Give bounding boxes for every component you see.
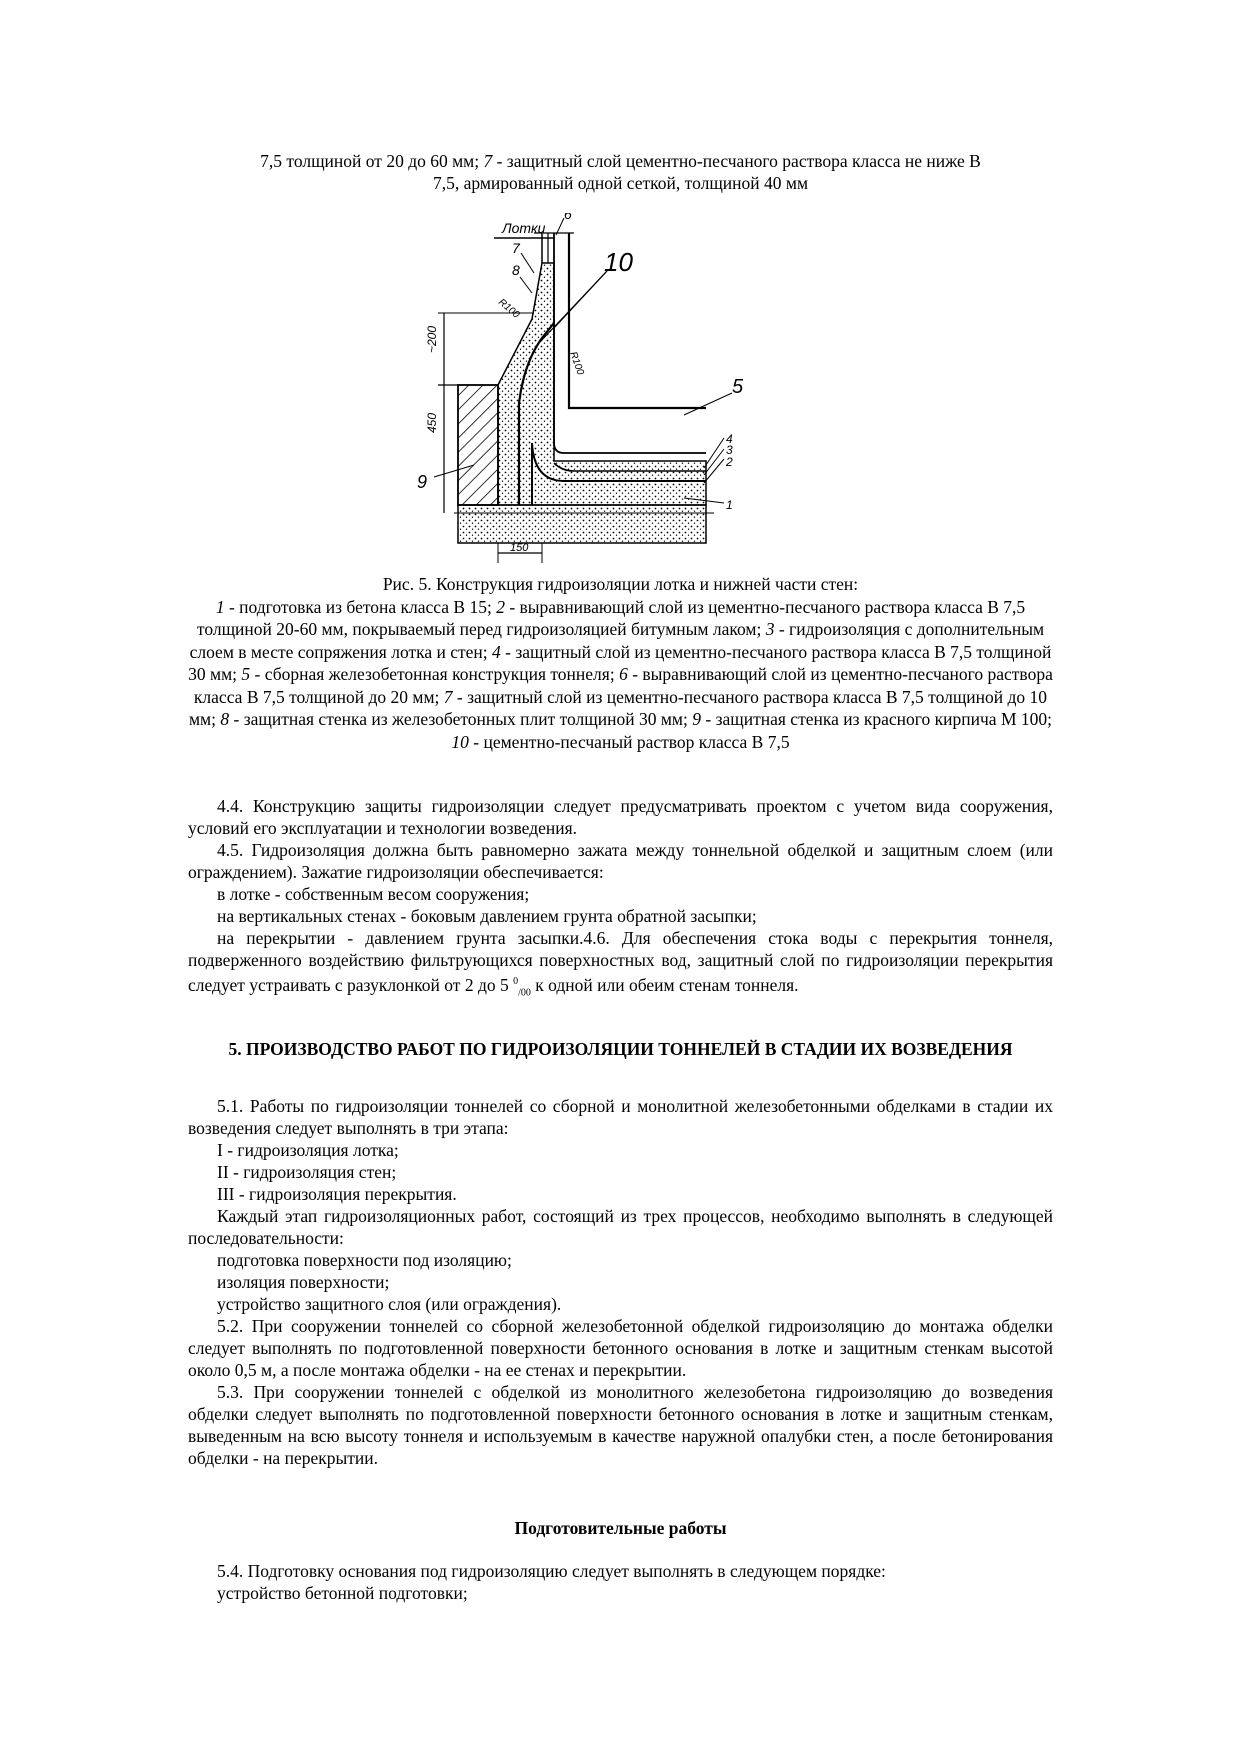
list-item: в лотке - собственным весом сооружения; [217, 884, 530, 904]
item-number: 3 [765, 619, 775, 639]
label-1: 1 [726, 498, 733, 512]
section-5-heading: 5. ПРОИЗВОДСТВО РАБОТ ПО ГИДРОИЗОЛЯЦИИ ТОННЕЛЕЙ В СТАДИИ ИХ ВОЗВЕДЕНИЯ [228, 1039, 1013, 1059]
layer-1-concrete-prep [458, 505, 706, 543]
layer-9-brick-wall [458, 385, 498, 505]
caption-legend [188, 596, 1053, 754]
list-item: устройство бетонной подготовки; [217, 1583, 468, 1603]
legend-text: - защитная стенка из красного кирпича М 100; [701, 709, 1052, 729]
figure-title: Лотки [502, 220, 546, 236]
text-fragment: - защитный слой цементно-песчаного раствора класса не ниже В [492, 151, 981, 171]
paragraph-each-stage: Каждый этап гидроизоляционных работ, состоящий из трех процессов, необходимо выполнять в следующей последовательности: [188, 1206, 1053, 1248]
list-item: III - гидроизоляция перекрытия. [217, 1184, 457, 1204]
label-7: 7 [512, 240, 520, 256]
list-item: на вертикальных стенах - боковым давлением грунта обратной засыпки; [217, 906, 757, 926]
item-number: 9 [692, 709, 701, 729]
paragraph-5-4: 5.4. Подготовку основания под гидроизоляцию следует выполнять в следующем порядке: [217, 1561, 886, 1581]
legend-text: - сборная железобетонная конструкция тоннеля; [250, 664, 620, 684]
tunnel-inner-face [569, 233, 706, 408]
legend-text: - защитный слой из цементно-песчаного раствора класса В 7,5 толщиной до 10 мм; [188, 686, 1048, 729]
text-fragment: 7,5 толщиной от 20 до 60 мм; [260, 151, 484, 171]
label-6: 6 [564, 213, 572, 222]
item-number: 7 [483, 151, 493, 171]
leader-7 [521, 253, 534, 273]
carryover-text [188, 150, 1053, 194]
legend-text: - выравнивающий слой из цементно-песчаного раствора класса В 7,5 толщиной 20-60 мм, покрываемый перед гидроизоляцией битумным лаком; [196, 596, 1026, 639]
section-5-text [188, 1095, 1053, 1469]
radius-label-top: R100 [496, 296, 522, 321]
legend-text: - цементно-песчаный раствор класса В 7,5 [468, 731, 790, 752]
radius-label-side: R100 [567, 350, 586, 377]
waterproofing-diagram [414, 213, 794, 573]
label-8: 8 [512, 262, 520, 278]
item-number: 7 [443, 686, 453, 707]
dimension-label-200: ~200 [425, 325, 439, 353]
leader-8 [520, 277, 532, 293]
section-4-text [188, 795, 1053, 1004]
label-2: 2 [726, 455, 733, 469]
figure-caption [188, 573, 1053, 753]
item-number: 5 [241, 664, 251, 684]
permille-sub: /00 [518, 987, 531, 999]
list-item: устройство защитного слоя (или ограждения). [217, 1294, 562, 1314]
dimension-label-450: 450 [425, 412, 439, 433]
legend-text: - гидроизоляция с дополнительным слоем в месте сопряжения лотка и стен; [189, 619, 1045, 662]
list-item: I - гидроизоляция лотка; [217, 1140, 399, 1160]
label-4: 4 [726, 432, 733, 446]
item-number: 8 [220, 709, 230, 729]
label-10: 10 [604, 247, 633, 277]
figure-5-drawing [414, 213, 794, 573]
item-number: 2 [496, 596, 505, 617]
label-9: 9 [417, 472, 428, 492]
text-fragment: к одной или обеим стенам тоннеля. [530, 974, 799, 995]
item-number: 1 [215, 596, 225, 617]
legend-text: - выравнивающий слой из цементно-песчаного раствора класса В 7,5 толщиной до 20 мм; [193, 664, 1053, 707]
caption-title: Рис. 5. Конструкция гидроизоляции лотка и нижней части стен: [382, 574, 859, 594]
list-item: II - гидроизоляция стен; [217, 1162, 397, 1182]
paragraph-4-5: 4.5. Гидроизоляция должна быть равномерно зажата между тоннельной обделкой и защитным слоем (или ограждением). Зажатие гидроизоляции обеспечивается: [188, 840, 1053, 882]
leader-5 [684, 393, 732, 415]
item-number: 10 [451, 731, 469, 752]
label-5: 5 [732, 376, 744, 398]
legend-text: - подготовка из бетона класса В 15; [224, 596, 497, 617]
permille-sup: 0 [513, 976, 519, 987]
paragraph-5-2: 5.2. При сооружении тоннелей со сборной железобетонной обделкой гидроизоляцию до монтажа обделки следует выполнять по подготовленной поверхности бетонного основания в лотке и защитным стенкам высотой около 0,5 м, а после монтажа обделки - на ее стенах и перекрытии. [188, 1316, 1053, 1380]
list-item: изоляция поверхности; [217, 1272, 390, 1292]
item-number: 6 [619, 664, 628, 684]
text-fragment: на перекрытии - давлением грунта засыпки.4.6. Для обеспечения стока воды с перекрытия тоннеля, подверженного воздействию фильтрующихся поверхностных вод, защитный слой по гидроизоляции перекрытия следует устраивать с разуклонкой от 2 до 5 [188, 928, 1053, 995]
dimension-label-150: 150 [510, 542, 529, 554]
label-3: 3 [726, 443, 733, 457]
list-item: подготовка поверхности под изоляцию; [217, 1250, 512, 1270]
legend-text: - защитная стенка из железобетонных плит толщиной 30 мм; [229, 709, 693, 729]
subsection-heading: Подготовительные работы [514, 1518, 727, 1538]
paragraph-5-1: 5.1. Работы по гидроизоляции тоннелей со сборной и монолитной железобетонными обделками в стадии их возведения следует выполнять в три этапа: [188, 1096, 1053, 1138]
prep-text [188, 1560, 1053, 1604]
paragraph-5-3: 5.3. При сооружении тоннелей с обделкой из монолитного железобетона гидроизоляцию до возведения обделки следует выполнять по подготовленной поверхности бетонного основания в лотке и защитным стенкам, выведенным на всю высоту тоннеля и используемым в качестве наружной опалубки стен, а после бетонирования обделки - на перекрытии. [188, 1382, 1053, 1468]
paragraph-4-6 [188, 927, 1053, 1004]
paragraph-4-4: 4.4. Конструкцию защиты гидроизоляции следует предусматривать проектом с учетом вида сооружения, условий его эксплуатации и технологии возведения. [188, 796, 1053, 838]
text-line: 7,5, армированный одной сеткой, толщиной 40 мм [432, 173, 809, 193]
leader-10b [554, 271, 607, 328]
legend-text: - защитный слой из цементно-песчаного раствора класса В 7,5 толщиной 30 мм; [188, 641, 1052, 684]
item-number: 4 [492, 641, 501, 662]
layer-10-mortar [498, 263, 706, 505]
